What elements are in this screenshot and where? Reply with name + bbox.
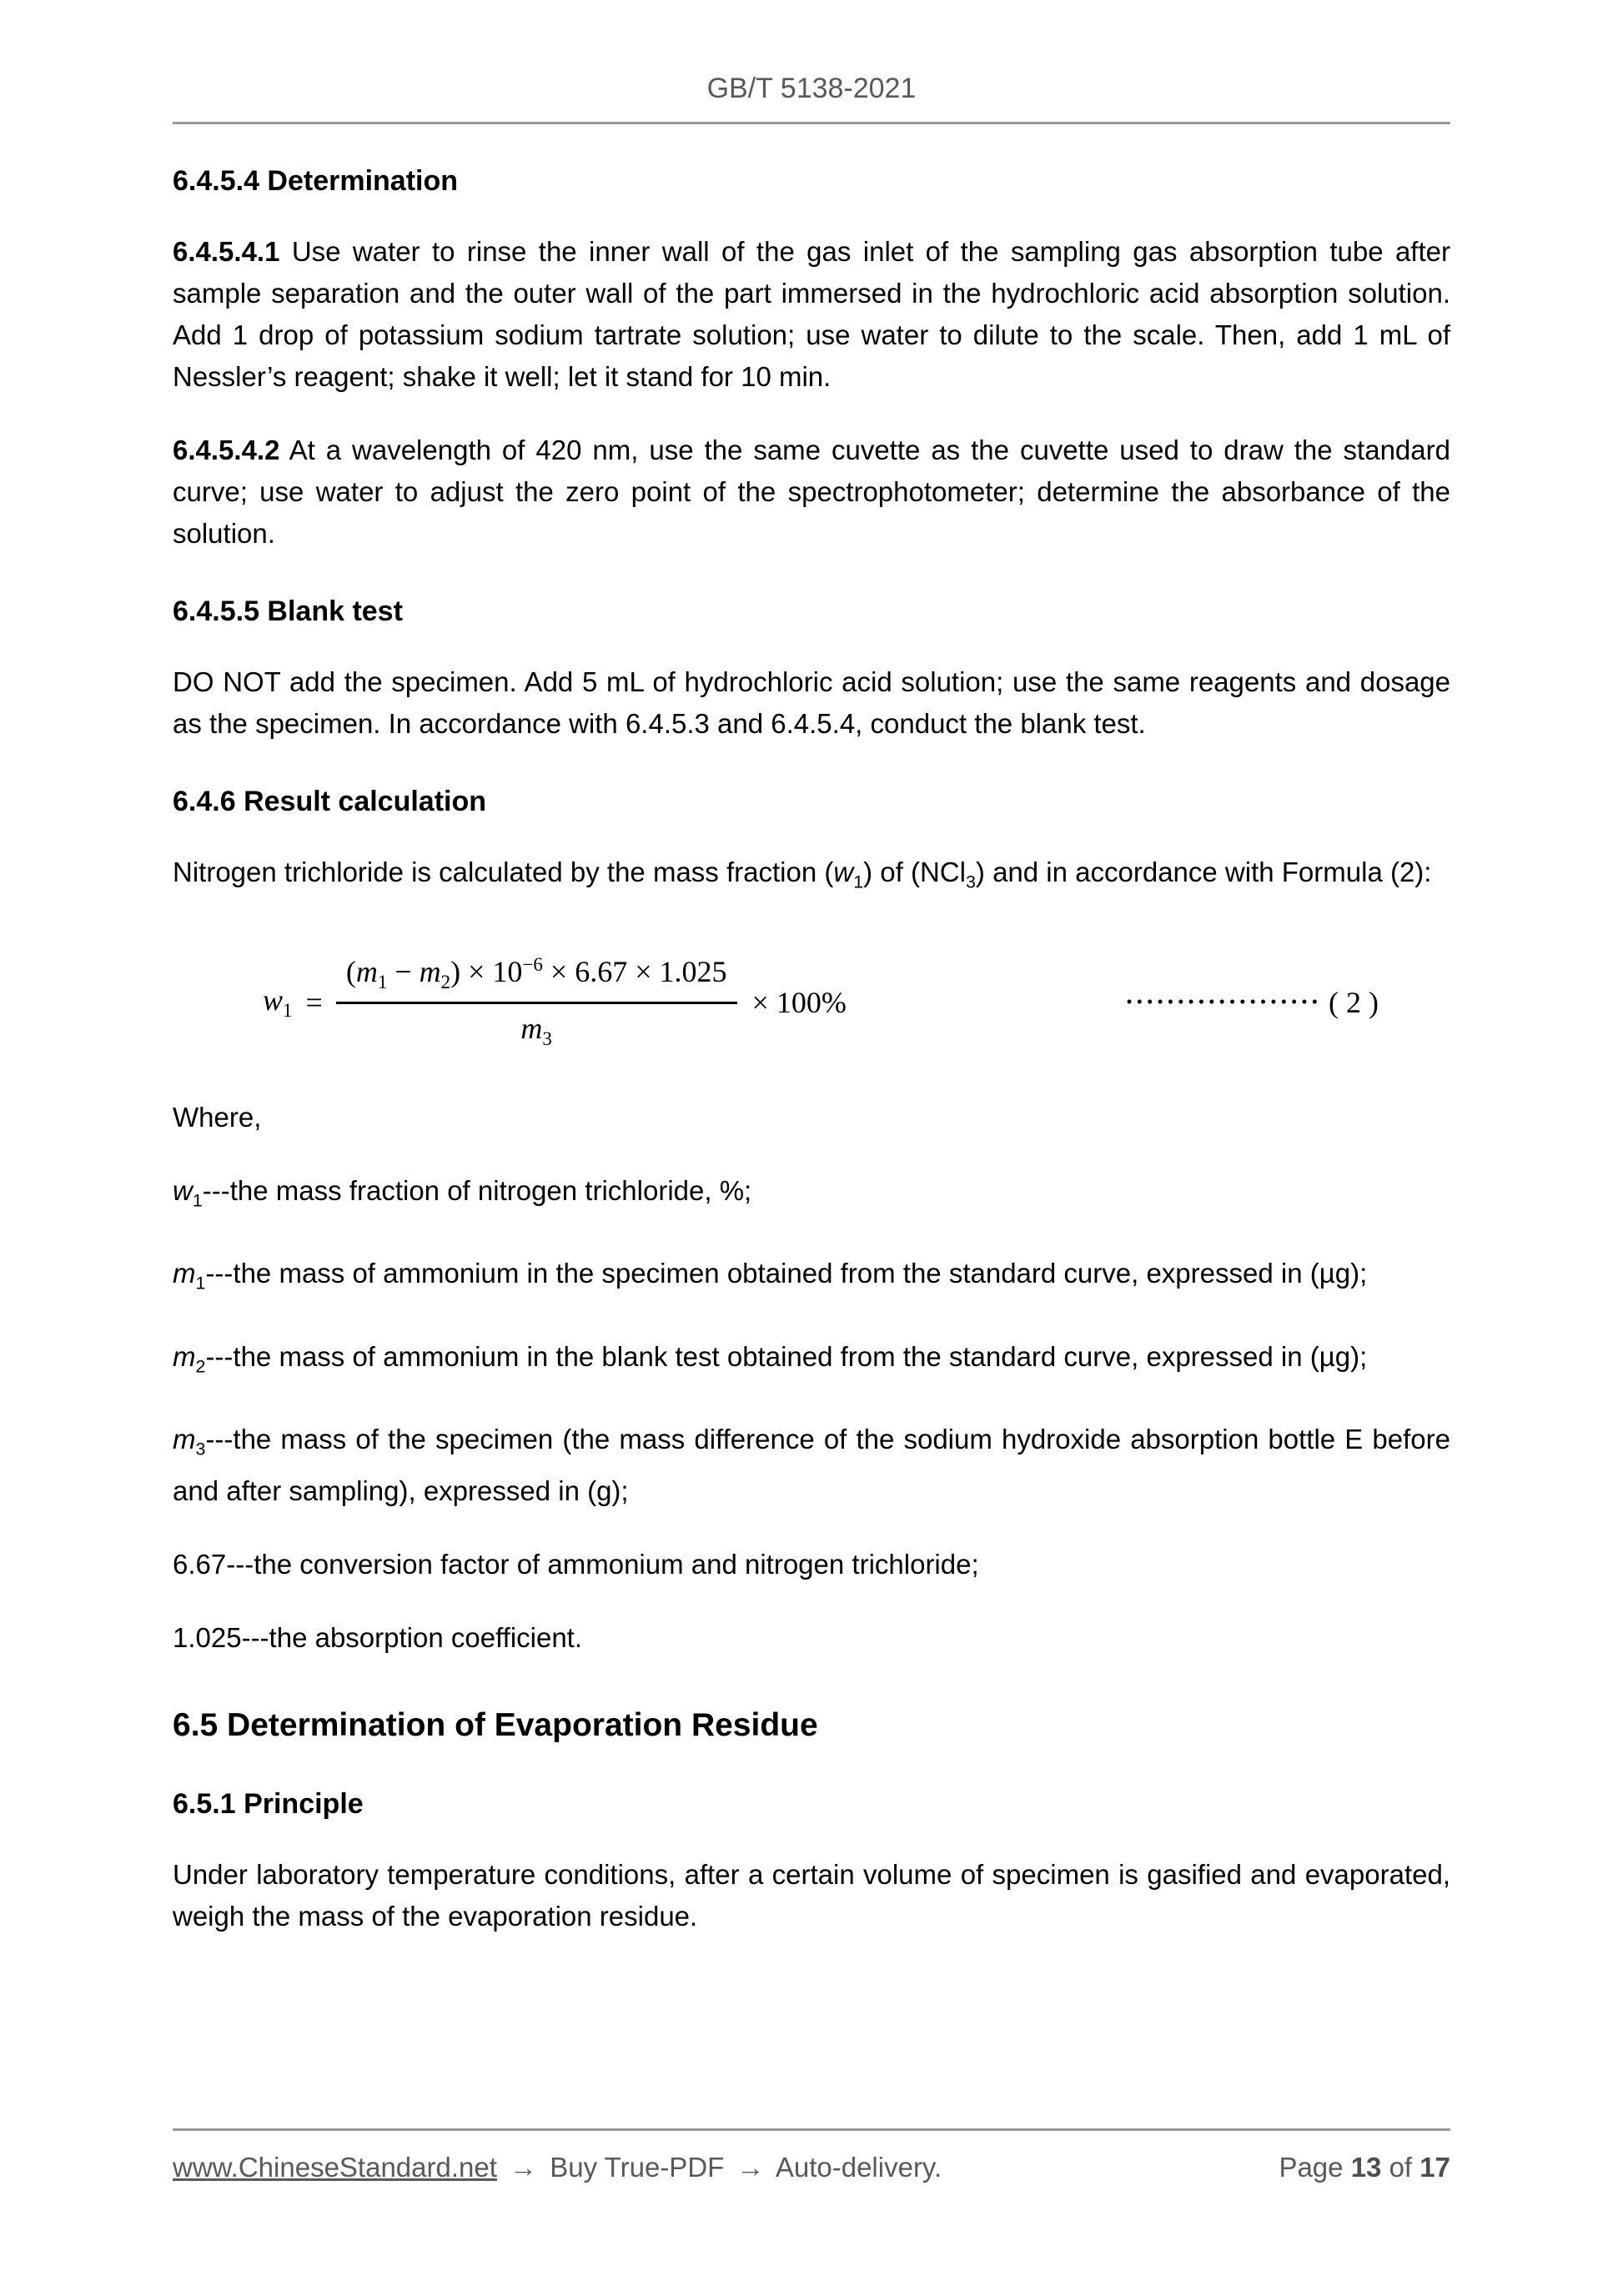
page-content	[173, 0, 1450, 1937]
subscript: 3	[195, 1439, 206, 1459]
of-label: of	[1389, 2152, 1413, 2183]
dotted-leader: •••••••••••••••••••	[1126, 992, 1323, 1012]
definition-m1	[173, 1253, 1450, 1304]
subscript: 2	[440, 972, 451, 993]
definition-1.025: 1.025---the absorption coefficient.	[173, 1621, 583, 1653]
text-segment: Nitrogen trichloride is calculated by the mass fraction (	[173, 857, 834, 887]
header-divider	[173, 122, 1450, 124]
heading-6.5: 6.5 Determination of Evaporation Residue	[173, 1706, 818, 1743]
symbol-m: m	[173, 1424, 196, 1455]
footer-row	[173, 2151, 1450, 2184]
subscript: 1	[195, 1273, 206, 1294]
symbol-m: m	[173, 1340, 196, 1372]
subscript: 3	[965, 872, 976, 892]
page-current: 13	[1350, 2152, 1382, 2183]
website-link[interactable]: www.ChineseStandard.net	[173, 2152, 497, 2183]
page-footer	[173, 2128, 1450, 2184]
fraction-denominator	[520, 1004, 552, 1050]
definition-6.67: 6.67---the conversion factor of ammonium and nitrogen trichloride;	[173, 1548, 979, 1580]
paren: (	[345, 954, 356, 988]
symbol-w: w	[263, 983, 284, 1017]
arrow-icon: →	[736, 2152, 765, 2183]
subscript: 1	[283, 1000, 293, 1022]
paragraph-where: Where,	[173, 1101, 262, 1133]
symbol-m: m	[520, 1012, 543, 1046]
page-header	[173, 0, 1450, 105]
paragraph-blank-test: DO NOT add the specimen. Add 5 mL of hydrochloric acid solution; use the same reagents and dosage as the specimen. In accordance with 6.4.5.3 and 6.4.5.4, conduct the blank test.	[173, 666, 1450, 739]
clause-number: 6.4.5.4.1	[173, 236, 280, 267]
subscript: 1	[853, 872, 864, 892]
superscript: −6	[522, 953, 543, 975]
text-segment: ) of (NCl	[863, 857, 966, 887]
footer-divider	[173, 2128, 1450, 2131]
text-segment: ) and in accordance with Formula (2):	[975, 857, 1432, 887]
arrow-icon: →	[510, 2152, 538, 2183]
formula-lhs	[263, 982, 293, 1022]
subscript: 1	[377, 972, 388, 993]
formula-2	[173, 940, 1450, 1065]
subscript: 3	[542, 1028, 552, 1050]
times-100-percent: × 100%	[751, 985, 847, 1019]
clause-number: 6.4.5.4.2	[173, 435, 280, 465]
subscript: 1	[192, 1190, 203, 1211]
standard-number: GB/T 5138-2021	[706, 73, 917, 104]
paragraph-6.4.5.4.1	[173, 231, 1450, 398]
text-segment: ) × 10	[450, 954, 523, 988]
equals-sign: =	[305, 985, 323, 1019]
page-indicator	[1279, 2151, 1450, 2184]
symbol-m: m	[173, 1258, 196, 1289]
symbol-m: m	[355, 954, 378, 988]
fraction	[336, 954, 737, 1050]
paragraph-result-calculation	[173, 852, 1450, 903]
definition-text: ---the mass of the specimen (the mass difference of the sodium hydroxide absorption bottle E before and after sampling), expressed in (g);	[173, 1424, 1450, 1506]
heading-6.4.5.4: 6.4.5.4 Determination	[173, 165, 459, 197]
footer-step-buy: Buy True-PDF	[550, 2152, 725, 2183]
footer-step-delivery: Auto-delivery.	[775, 2152, 942, 2183]
subscript: 2	[195, 1356, 206, 1377]
definition-w1	[173, 1170, 1450, 1222]
symbol-w1: w	[833, 857, 854, 887]
footer-site-info	[173, 2151, 942, 2184]
heading-6.4.6: 6.4.6 Result calculation	[173, 786, 487, 817]
page-label: Page	[1279, 2152, 1344, 2183]
heading-6.5.1: 6.5.1 Principle	[173, 1787, 364, 1820]
definition-m3	[173, 1419, 1450, 1512]
formula-reference	[1126, 985, 1379, 1020]
text-segment: × 6.67 × 1.025	[542, 954, 727, 988]
heading-6.4.5.5: 6.4.5.5 Blank test	[173, 595, 403, 627]
definition-text: ---the mass fraction of nitrogen trichloride, %;	[202, 1174, 752, 1206]
minus-sign: −	[387, 954, 420, 988]
definition-m2	[173, 1336, 1450, 1388]
page-total: 17	[1419, 2152, 1450, 2183]
symbol-m: m	[419, 954, 441, 988]
clause-text: Use water to rinse the inner wall of the gas inlet of the sampling gas absorption tube after sample separation and the outer wall of the part immersed in the hydrochloric acid absorption solution. Add 1 drop of potassium sodium tartrate solution; use water to dilute to the scale. Then, add 1 mL of Nessler’s reagent; shake it well; let it stand for 10 min.	[173, 236, 1450, 392]
formula-number: ( 2 )	[1329, 985, 1379, 1019]
formula-expression	[263, 954, 847, 1050]
clause-text: At a wavelength of 420 nm, use the same cuvette as the cuvette used to draw the standard curve; use water to adjust the zero point of the spectrophotometer; determine the absorbance of the solution.	[173, 435, 1450, 549]
paragraph-principle: Under laboratory temperature conditions, after a certain volume of specimen is gasified and evaporated, weigh the mass of the evaporation residue.	[173, 1858, 1450, 1932]
fraction-numerator	[336, 954, 737, 1004]
definition-text: ---the mass of ammonium in the specimen obtained from the standard curve, expressed in (µg);	[205, 1258, 1368, 1289]
symbol-w: w	[173, 1174, 193, 1206]
definition-text: ---the mass of ammonium in the blank test obtained from the standard curve, expressed in (µg);	[205, 1340, 1368, 1372]
paragraph-6.4.5.4.2	[173, 430, 1450, 555]
